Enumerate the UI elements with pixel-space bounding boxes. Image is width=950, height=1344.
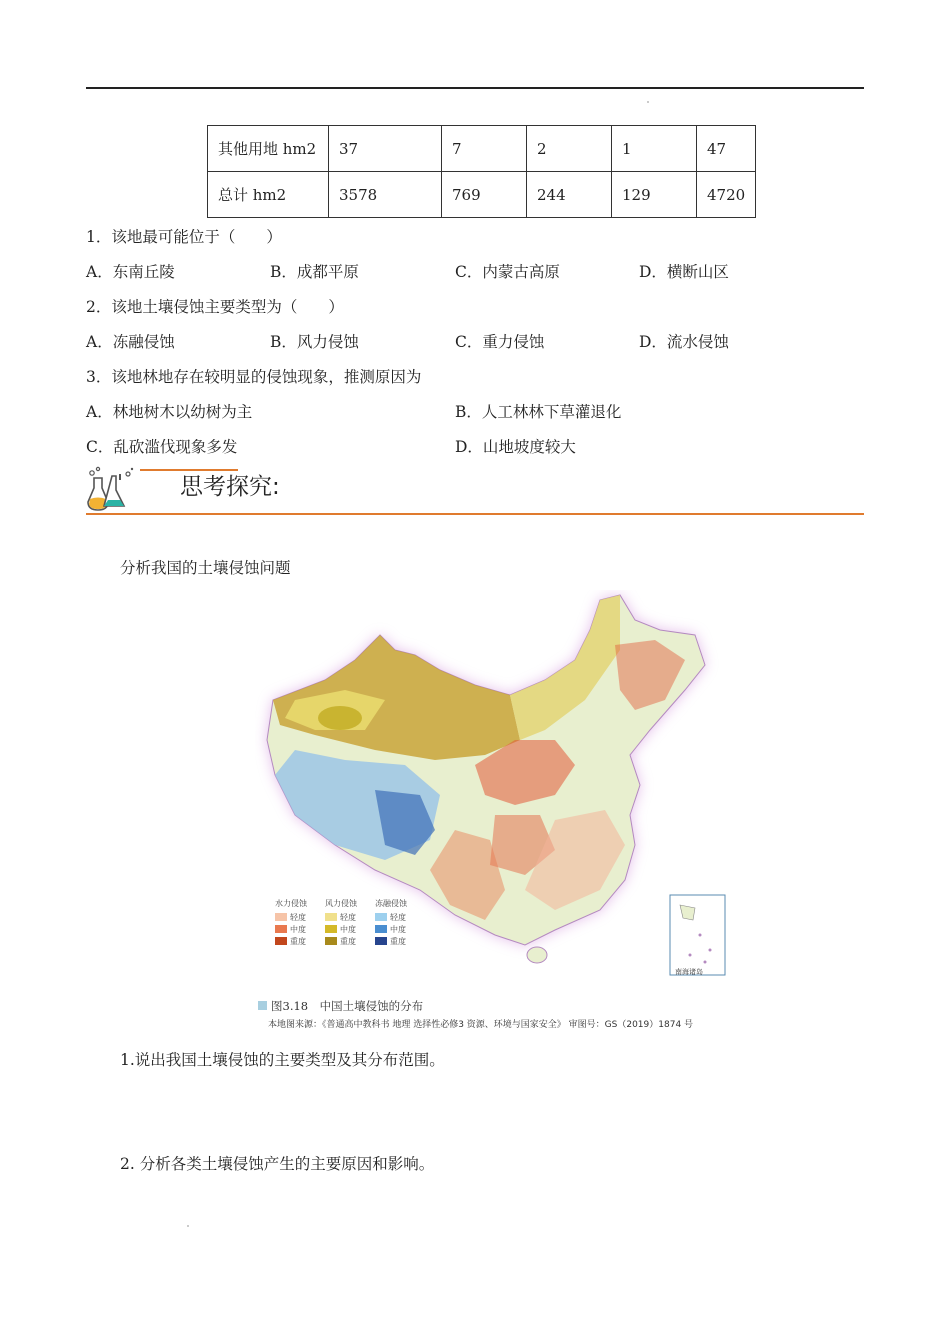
legend-label: 中度 (340, 924, 356, 934)
legend-item (375, 935, 425, 947)
legend-label: 重度 (290, 936, 306, 946)
question-3-option-b[interactable]: B．人工林林下草灌退化 (455, 403, 622, 421)
legend-item (325, 923, 375, 935)
legend-swatch (325, 913, 337, 921)
table-cell: 3578 (329, 172, 442, 218)
flask-icon (86, 466, 136, 512)
section-title: 思考探究: (180, 474, 280, 500)
question-2-option-d[interactable]: D．流水侵蚀 (639, 333, 729, 351)
question-1-option-b[interactable]: B．成都平原 (270, 263, 359, 281)
explore-question-1: 1.说出我国土壤侵蚀的主要类型及其分布范围。 (120, 1051, 445, 1069)
legend-label: 轻度 (340, 912, 356, 922)
header-rule (86, 87, 864, 89)
explore-intro: 分析我国的土壤侵蚀问题 (120, 559, 291, 577)
legend-title: 风力侵蚀 (325, 899, 357, 908)
land-use-table (207, 125, 756, 218)
legend-swatch (375, 937, 387, 945)
table-cell: 47 (697, 126, 756, 172)
question-1-option-a[interactable]: A．东南丘陵 (86, 263, 175, 281)
table-cell: 129 (612, 172, 697, 218)
legend-label: 轻度 (390, 912, 406, 922)
legend-label: 中度 (390, 924, 406, 934)
legend-label: 中度 (290, 924, 306, 934)
question-3-option-d[interactable]: D．山地坡度较大 (455, 438, 576, 456)
legend-title: 冻融侵蚀 (375, 899, 407, 908)
legend-item (325, 911, 375, 923)
question-2-option-b[interactable]: B．风力侵蚀 (270, 333, 359, 351)
legend-freeze-thaw (375, 898, 425, 947)
legend-label: 重度 (390, 936, 406, 946)
table-cell: 244 (527, 172, 612, 218)
legend-item (325, 935, 375, 947)
legend-swatch (275, 937, 287, 945)
stray-dot (647, 101, 649, 103)
table-row (208, 126, 756, 172)
table-cell: 总计 hm2 (208, 172, 329, 218)
table-cell: 2 (527, 126, 612, 172)
table-cell: 1 (612, 126, 697, 172)
stray-dot (187, 1225, 189, 1227)
legend-item (275, 923, 325, 935)
table-row (208, 172, 756, 218)
legend-label: 轻度 (290, 912, 306, 922)
explore-question-2: 2. 分析各类土壤侵蚀产生的主要原因和影响。 (120, 1155, 435, 1173)
legend-label: 重度 (340, 936, 356, 946)
question-3-option-a[interactable]: A．林地树木以幼树为主 (86, 403, 253, 421)
table-cell: 769 (442, 172, 527, 218)
question-1-option-d[interactable]: D．横断山区 (639, 263, 729, 281)
question-2-option-c[interactable]: C．重力侵蚀 (455, 333, 545, 351)
legend-swatch (325, 937, 337, 945)
legend-item (275, 935, 325, 947)
table-cell: 37 (329, 126, 442, 172)
legend-item (275, 911, 325, 923)
caption-marker (258, 1001, 267, 1010)
legend-swatch (275, 913, 287, 921)
question-1-stem: 1．该地最可能位于（ ） (86, 228, 282, 246)
question-2-stem: 2．该地土壤侵蚀主要类型为（ ） (86, 298, 344, 316)
map-caption (258, 998, 423, 1014)
question-3-option-c[interactable]: C．乱砍滥伐现象多发 (86, 438, 238, 456)
question-2-option-a[interactable]: A．冻融侵蚀 (86, 333, 175, 351)
legend-swatch (325, 925, 337, 933)
legend-swatch (375, 925, 387, 933)
caption-text: 图3.18 中国土壤侵蚀的分布 (271, 999, 424, 1013)
china-erosion-map (255, 590, 735, 1030)
map-source: 本地图来源：《普通高中教科书 地理 选择性必修3 资源、环境与国家安全》 审图号：GS（2019）1874 号 (268, 1020, 694, 1030)
legend-title: 水力侵蚀 (275, 899, 307, 908)
legend-item (375, 911, 425, 923)
inset-label: 南海诸岛 (675, 968, 703, 976)
table-cell: 4720 (697, 172, 756, 218)
legend-wind (325, 898, 375, 947)
table-cell: 7 (442, 126, 527, 172)
question-3-stem: 3．该地林地存在较明显的侵蚀现象，推测原因为 (86, 368, 422, 386)
section-rule (86, 513, 864, 515)
legend-item (375, 923, 425, 935)
table-cell: 其他用地 hm2 (208, 126, 329, 172)
legend-water (275, 898, 325, 947)
legend-swatch (275, 925, 287, 933)
legend-swatch (375, 913, 387, 921)
question-1-option-c[interactable]: C．内蒙古高原 (455, 263, 560, 281)
section-header (86, 466, 864, 518)
